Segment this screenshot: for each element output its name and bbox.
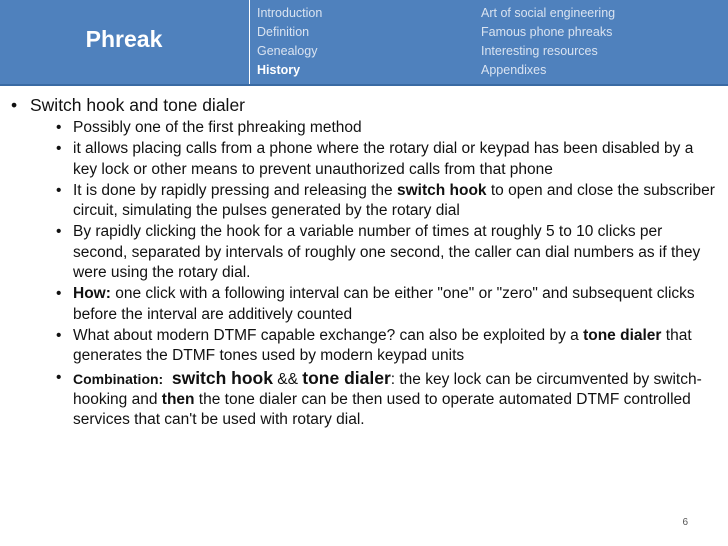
bullet-item — [0, 118, 720, 138]
bullet-item — [0, 222, 720, 283]
nav-item-genealogy[interactable]: Genealogy — [257, 44, 318, 58]
bullet-text: it allows placing calls from a phone where the rotary dial or keypad has been disabled by a key lock or other means to prevent unauthorized calls from that phone — [73, 140, 694, 178]
nav-column-2 — [481, 4, 615, 80]
nav-item-history[interactable]: History — [257, 63, 301, 77]
bullet-emphasis: switch hook — [396, 181, 487, 199]
bullet-emphasis: switch hook — [171, 367, 273, 388]
slide-header — [0, 0, 728, 86]
nav-item-appendixes[interactable]: Appendixes — [481, 63, 547, 77]
bullet-item — [0, 139, 720, 180]
bullet-text: By rapidly clicking the hook for a variable number of times at roughly 5 to 10 clicks per second, separated by intervals of roughly one second, the caller can dial numbers as if they were using the rotary dial. — [73, 223, 701, 282]
section-heading: • Switch hook and tone dialer — [0, 94, 720, 116]
bullet-text: && — [272, 370, 303, 388]
bullet-emphasis: tone dialer — [583, 326, 662, 344]
nav-item-resources[interactable]: Interesting resources — [481, 44, 598, 58]
bullet-item — [0, 284, 720, 325]
slide-content — [0, 94, 720, 431]
bullet-emphasis: tone dialer — [302, 367, 391, 388]
bullet-text: the tone dialer can be then used to operate automated DTMF controlled services that can't be used with rotary dial. — [73, 390, 691, 429]
bullet-text: to open and close the subscriber circuit, simulating the pulses generated by the rotary dial — [73, 181, 715, 220]
bullet-text: What about modern DTMF capable exchange? can also be exploited by a — [73, 326, 584, 344]
bullet-item — [0, 368, 720, 431]
bullet-emphasis: How: — [73, 285, 111, 303]
nav-column-1 — [257, 4, 322, 80]
bullet-item — [0, 181, 720, 222]
bullet-text: one click with a following interval can be either "one" or "zero" and subsequent clicks before the interval are additively counted — [73, 285, 695, 323]
bullet-emphasis: then — [161, 390, 195, 408]
nav-item-definition[interactable]: Definition — [257, 25, 310, 39]
bullet-text: that generates the DTMF tones used by modern keypad units — [73, 326, 692, 365]
bullet-text: : the key lock can be circumvented by switch-hooking and — [73, 370, 702, 408]
nav-item-introduction[interactable]: Introduction — [257, 6, 323, 20]
nav-item-social-engineering[interactable]: Art of social engineering — [481, 6, 616, 20]
page-number: 6 — [682, 517, 688, 528]
bullet-item — [0, 326, 720, 367]
slide-title: Phreak — [85, 26, 163, 52]
header-divider — [249, 0, 250, 84]
bullet-label: Combination: — [73, 370, 164, 387]
nav-item-famous-phreaks[interactable]: Famous phone phreaks — [481, 25, 613, 39]
bullet-text: It is done by rapidly pressing and releasing the — [73, 181, 397, 199]
bullet-text: Possibly one of the first phreaking method — [73, 119, 362, 136]
